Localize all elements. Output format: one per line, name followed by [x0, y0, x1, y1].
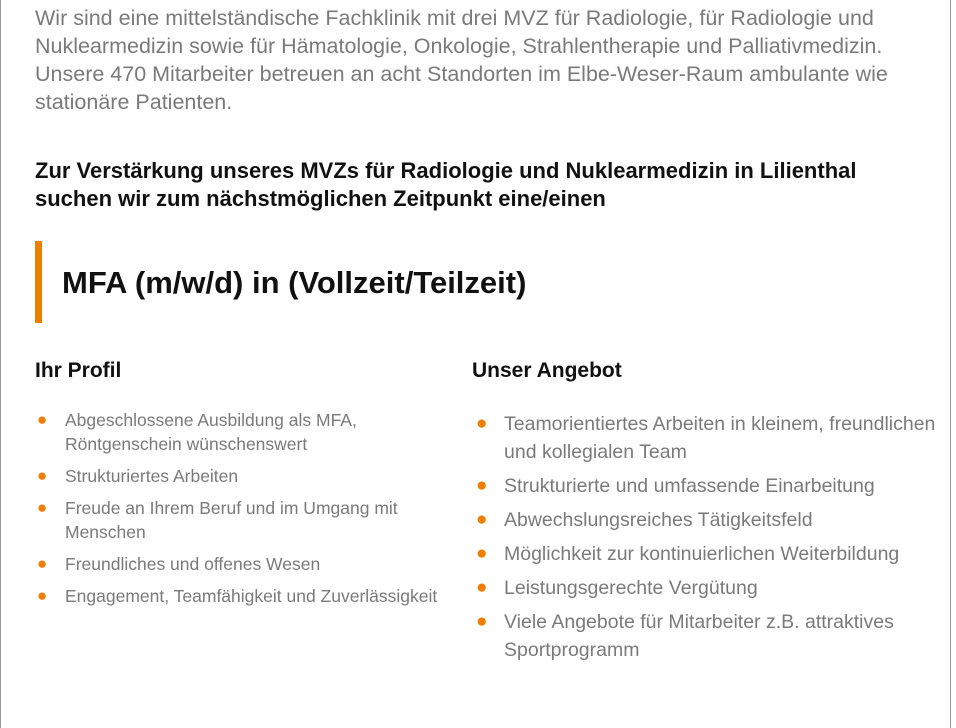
accent-bar — [35, 241, 42, 323]
bullet-icon: ● — [37, 586, 48, 605]
list-item — [476, 540, 954, 568]
list-item — [476, 472, 954, 500]
list-item — [476, 410, 954, 466]
bullet-icon: ● — [37, 554, 48, 573]
intro-paragraph: Wir sind eine mittelständische Fachklinik mit drei MVZ für Radiologie, für Radiologie und Nuklearmedizin sowie für Hämatologie, Onkologie, Strahlentherapie und Palliativmedizin. Unsere 470 Mitarbeiter betreuen an acht Standorten im Elbe-Weser-Raum ambulante wie stationäre Patienten. — [35, 6, 888, 114]
job-title — [62, 263, 526, 303]
list-item — [37, 496, 445, 544]
list-item-text: Viele Angebote für Mitarbeiter z.B. attraktives Sportprogramm — [504, 611, 894, 661]
list-item — [37, 408, 445, 456]
list-item-text: Engagement, Teamfähigkeit und Zuverlässigkeit — [65, 586, 438, 606]
bullet-icon: ● — [37, 498, 48, 517]
bullet-icon: ● — [476, 543, 488, 564]
angebot-list — [476, 410, 954, 670]
list-item — [37, 464, 445, 488]
list-item — [476, 608, 954, 664]
profil-list — [37, 408, 445, 616]
list-item-text: Freundliches und offenes Wesen — [65, 554, 321, 574]
lead-paragraph: Zur Verstärkung unseres MVZs für Radiologie und Nuklearmedizin in Lilienthal suchen wir zum nächstmöglichen Zeitpunkt eine/einen — [35, 158, 857, 211]
bullet-icon: ● — [476, 475, 488, 496]
bullet-icon: ● — [37, 410, 48, 429]
angebot-heading: Unser Angebot — [472, 359, 622, 382]
list-item-text: Teamorientiertes Arbeiten in kleinem, freundlichen und kollegialen Team — [504, 413, 936, 463]
list-item-text: Möglichkeit zur kontinuierlichen Weiterbildung — [504, 543, 900, 565]
list-item-text: Freude an Ihrem Beruf und im Umgang mit Menschen — [65, 498, 398, 542]
bullet-icon: ● — [476, 611, 488, 632]
list-item — [476, 506, 954, 534]
list-item-text: Abgeschlossene Ausbildung als MFA, Röntgenschein wünschenswert — [65, 410, 357, 454]
list-item — [37, 552, 445, 576]
job-title-strong: MFA (m/w/d) in — [62, 265, 280, 300]
job-title-rest: (Vollzeit/Teilzeit) — [288, 265, 527, 300]
list-item-text: Strukturiertes Arbeiten — [65, 466, 239, 486]
bullet-icon: ● — [476, 509, 488, 530]
list-item-text: Strukturierte und umfassende Einarbeitung — [504, 475, 875, 497]
list-item-text: Abwechslungsreiches Tätigkeitsfeld — [504, 509, 813, 531]
list-item — [476, 574, 954, 602]
profil-heading: Ihr Profil — [35, 359, 122, 382]
bullet-icon: ● — [37, 466, 48, 485]
bullet-icon: ● — [476, 577, 488, 598]
list-item — [37, 584, 445, 608]
list-item-text: Leistungsgerechte Vergütung — [504, 577, 758, 599]
bullet-icon: ● — [476, 413, 488, 434]
